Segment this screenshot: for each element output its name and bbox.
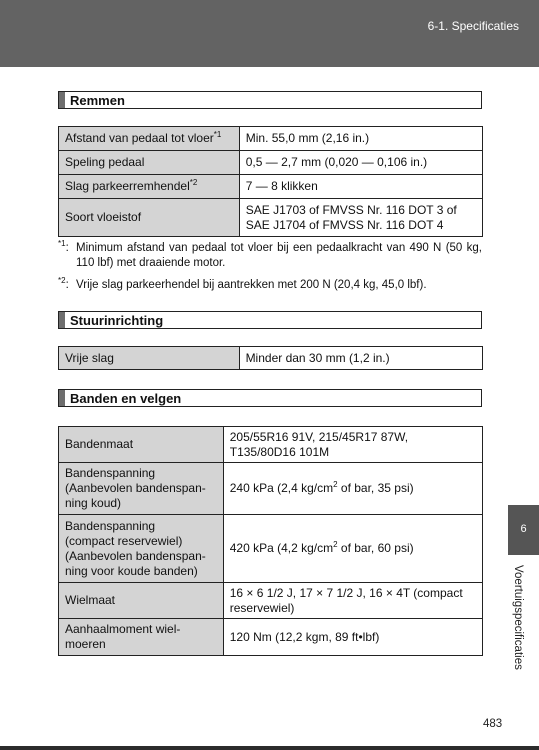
row-value: 205/55R16 91V, 215/45R17 87W, T135/80D16 101M — [223, 427, 482, 463]
footnote-mark: $^{*2}$: — [58, 276, 69, 291]
bottom-edge — [0, 746, 539, 750]
section-heading-steering — [58, 311, 482, 329]
tires-table — [58, 426, 483, 656]
row-label: Speling pedaal — [59, 151, 240, 175]
heading-accent — [59, 312, 65, 328]
row-label: Soort vloeistof — [59, 199, 240, 237]
table-row — [59, 427, 483, 463]
table-row — [59, 175, 483, 199]
table-row — [59, 619, 483, 656]
table-row — [59, 515, 483, 583]
row-label: Aanhaalmoment wiel- moeren — [59, 619, 224, 656]
row-value: 0,5 — 2,7 mm (0,020 — 0,106 in.) — [239, 151, 482, 175]
footnote-mark: $^{*1}$: — [58, 239, 69, 254]
heading-accent — [59, 92, 65, 108]
row-value: 240 kPa (2,4 $kg/cm^2$ of bar, 35 psi) — [223, 463, 482, 515]
section-heading-label: Banden en velgen — [70, 391, 182, 406]
page-number: 483 — [483, 718, 503, 730]
chapter-label: Voertuigspecificaties — [512, 565, 524, 670]
row-label: Wielmaat — [59, 583, 224, 619]
footnote-1 — [58, 241, 482, 271]
section-heading-tires — [58, 389, 482, 407]
row-label: Bandenspanning (compact reservewiel) (Aanbevolen bandenspan- ning voor koude banden) — [59, 515, 224, 583]
chapter-tab[interactable] — [508, 505, 539, 555]
table-row — [59, 199, 483, 237]
row-value: SAE J1703 of FMVSS Nr. 116 DOT 3 of SAE J1704 of FMVSS Nr. 116 DOT 4 — [239, 199, 482, 237]
footnote-2 — [58, 278, 482, 293]
table-row — [59, 347, 483, 370]
table-row — [59, 583, 483, 619]
chapter-number: 6 — [520, 523, 527, 535]
footnote-text: Minimum afstand van pedaal tot vloer bij een pedaalkracht van 490 N (50 kg, 110 lbf) met draaiende motor. — [76, 242, 482, 269]
row-value: Minder dan 30 mm (1,2 in.) — [239, 347, 482, 370]
row-label: Bandenmaat — [59, 427, 224, 463]
brakes-table — [58, 126, 483, 237]
table-row — [59, 127, 483, 151]
table-row — [59, 151, 483, 175]
row-label: Bandenspanning (Aanbevolen bandenspan- ning koud) — [59, 463, 224, 515]
table-row — [59, 463, 483, 515]
heading-accent — [59, 390, 65, 406]
section-heading-label: Remmen — [70, 93, 125, 108]
row-label: Afstand van pedaal tot vloer$^{*1}$ — [59, 127, 240, 151]
row-value: 420 kPa (4,2 $kg/cm^2$ of bar, 60 psi) — [223, 515, 482, 583]
row-label: Vrije slag — [59, 347, 240, 370]
row-value: 16 × 6 1/2 J, 17 × 7 1/2 J, 16 × 4T (compact reservewiel) — [223, 583, 482, 619]
section-heading-label: Stuurinrichting — [70, 313, 164, 328]
section-heading-brakes — [58, 91, 482, 109]
row-value: 7 — 8 klikken — [239, 175, 482, 199]
row-value: 120 Nm (12,2 kgm, 89 ft•lbf) — [223, 619, 482, 656]
footnote-text: Vrije slag parkeerhendel bij aantrekken met 200 N (20,4 kg, 45,0 lbf). — [76, 279, 427, 291]
row-label: Slag parkeerremhendel$^{*2}$ — [59, 175, 240, 199]
steering-table — [58, 346, 483, 370]
page-header — [0, 0, 539, 67]
section-title: 6-1. Specificaties — [427, 19, 519, 33]
row-value: Min. 55,0 mm (2,16 in.) — [239, 127, 482, 151]
